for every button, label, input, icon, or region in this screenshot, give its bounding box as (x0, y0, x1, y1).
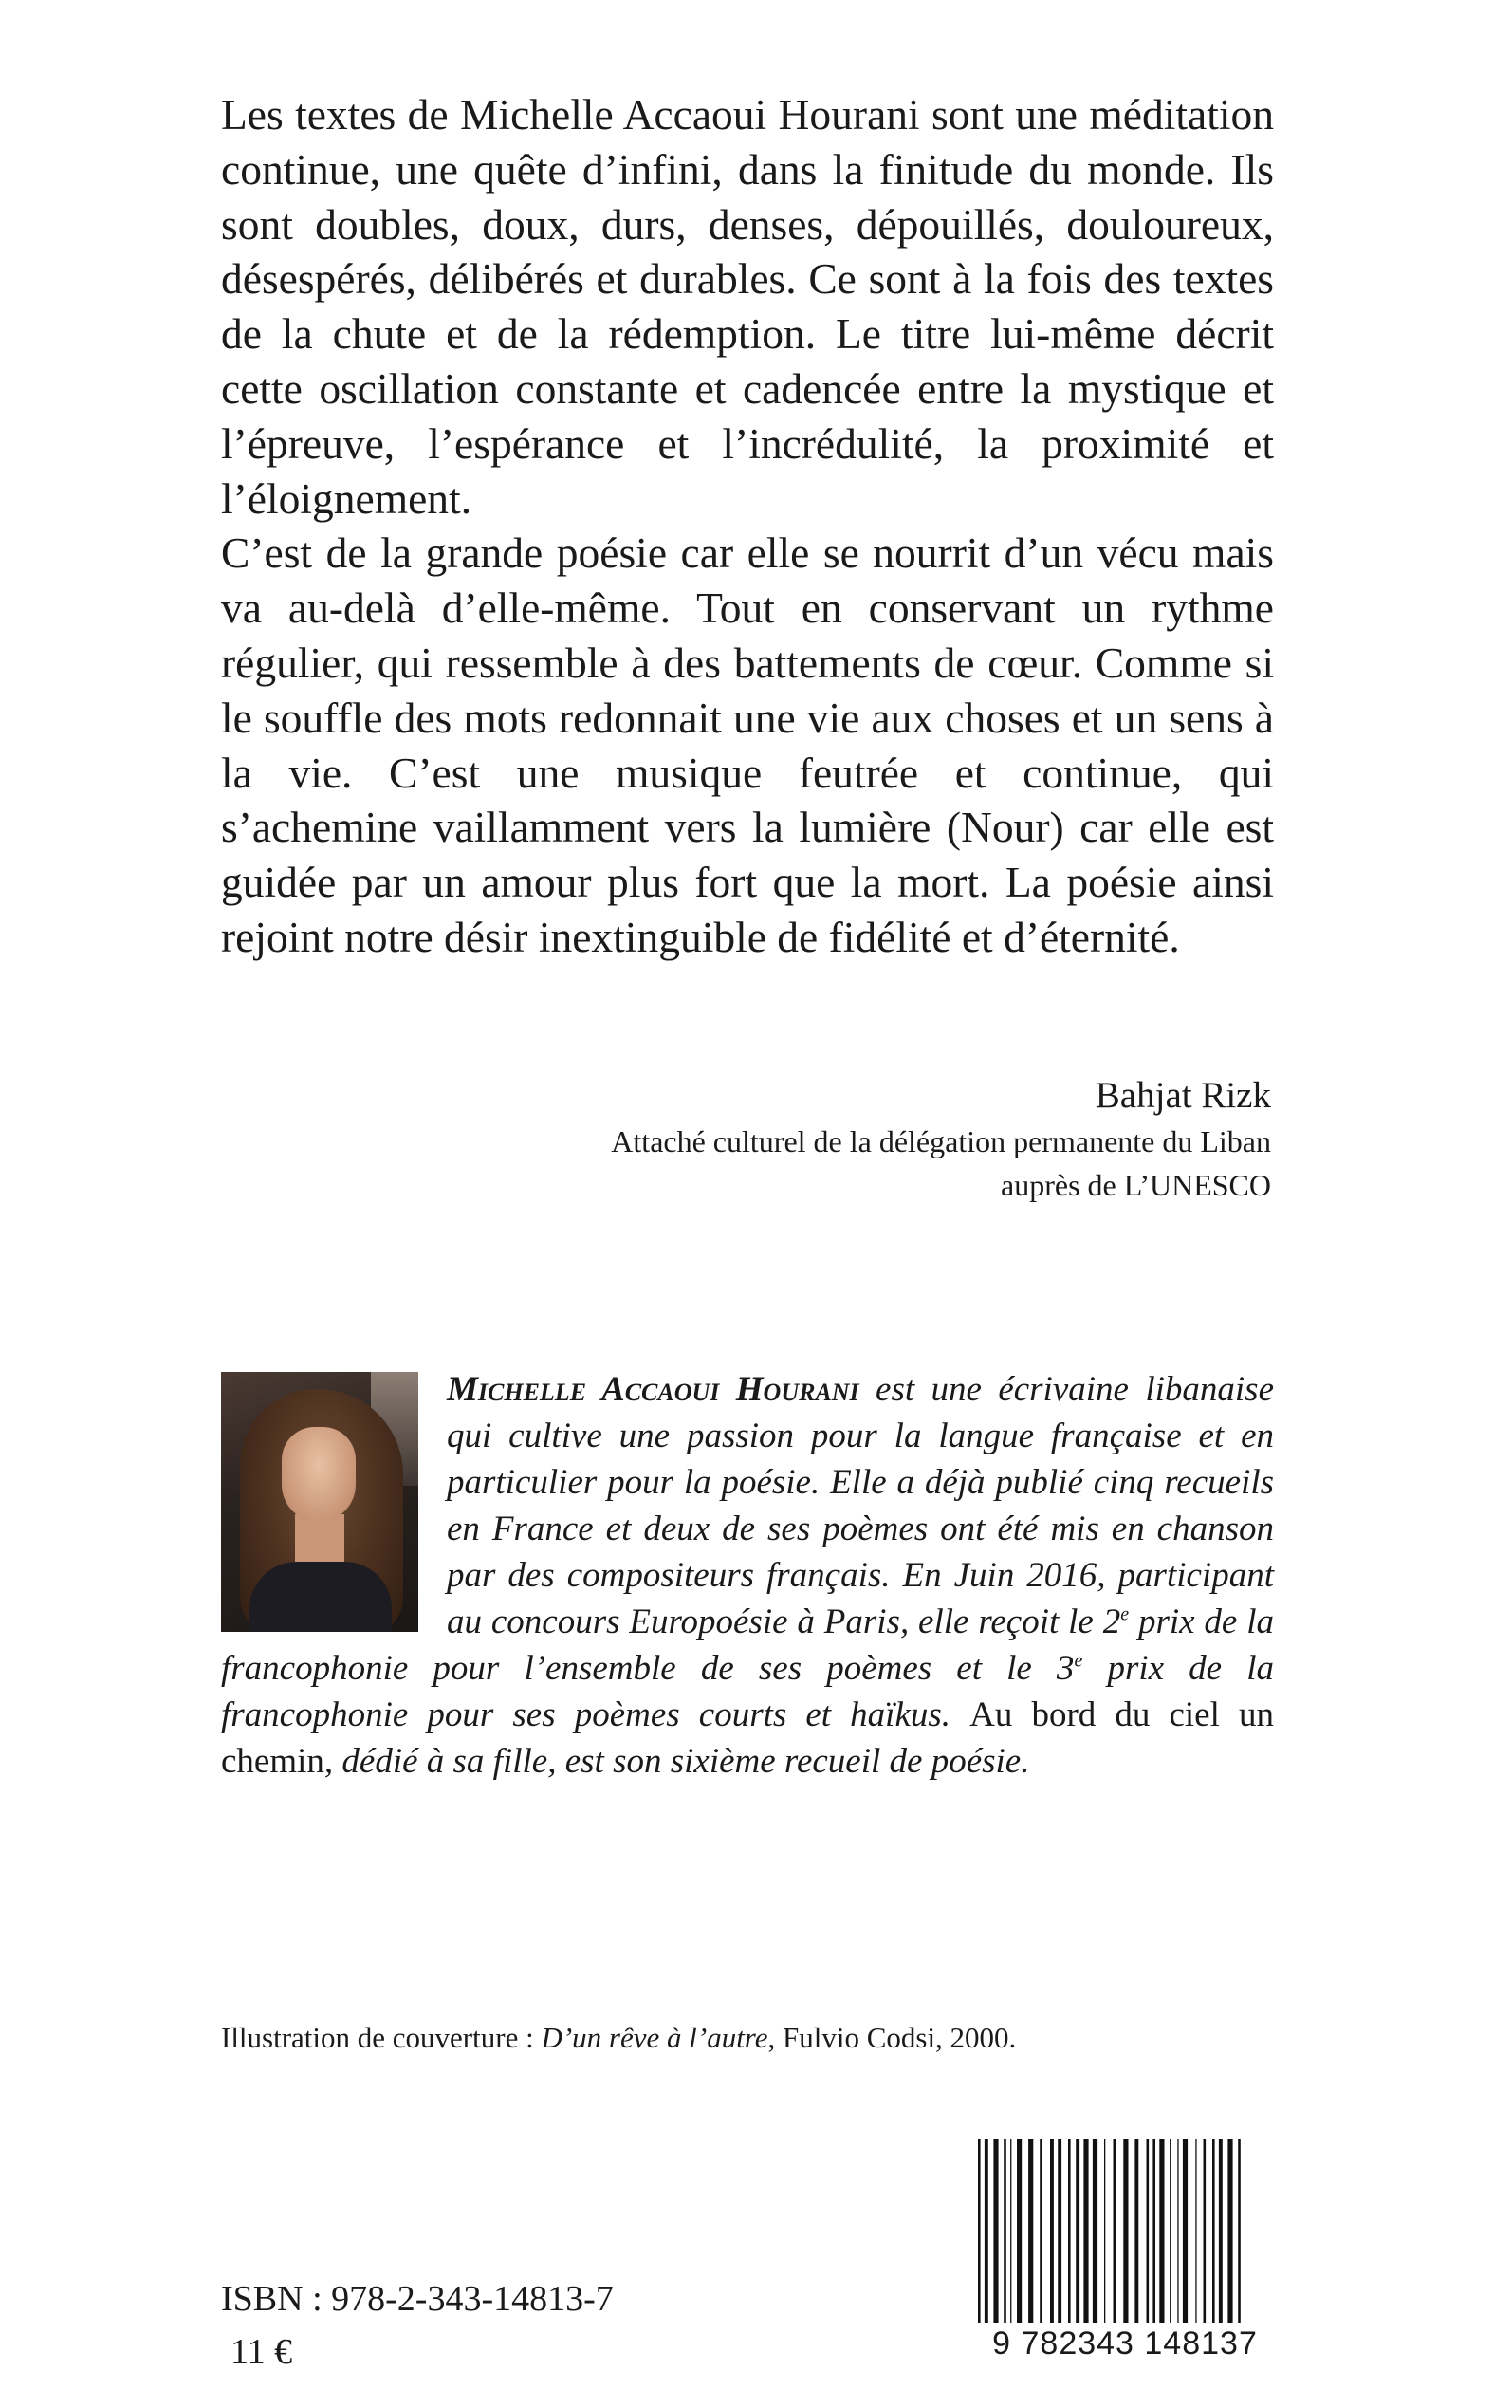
bio-text-1: est une écrivaine libanaise qui cultive une passion pour la langue française et en particulier pour la poésie. Elle a déjà publié cinq recueils en France et deux de ses poèmes ont été mis en chanson par des compositeurs français. En Juin 2016, participant au concours Europoésie à Paris, elle reçoit le 2 (447, 1370, 1274, 1641)
barcode-bar (978, 2139, 981, 2328)
barcode-bar (1219, 2139, 1223, 2328)
barcode-bar (1238, 2139, 1241, 2328)
barcode-bar (1123, 2139, 1128, 2328)
barcode-bar (1083, 2139, 1088, 2328)
barcode-bar (1058, 2139, 1061, 2328)
barcode-number: 9 782343 148137 (974, 2323, 1276, 2364)
bio-sup-1: e (1120, 1603, 1130, 1625)
author-bio (221, 1366, 1274, 1785)
credit-label: Illustration de couverture : (221, 2021, 542, 2054)
barcode-bar (1152, 2139, 1155, 2328)
author-name: Michelle Accaoui Hourani (447, 1370, 859, 1409)
barcode-bar (1068, 2139, 1071, 2328)
barcode-bar (1050, 2139, 1054, 2328)
barcode-bar (1183, 2139, 1188, 2328)
review-paragraph-2: C’est de la grande poésie car elle se nourrit d’un vécu mais va au-delà d’elle-même. Tout en conservant un rythme régulier, qui ressemble à des battements de cœur. Comme si le souffle des mots redonnait une vie aux choses et un sens à la vie. C’est une musique feutrée et continue, qui s’achemine vaillamment vers la lumière (Nour) car elle est guidée par un amour plus fort que la mort. La poésie ainsi rejoint notre désir inextinguible de fidélité et d’éternité. (221, 528, 1274, 961)
barcode-bars-icon (974, 2139, 1276, 2328)
barcode-bar (1134, 2139, 1138, 2328)
credit-work: D’un rêve à l’autre (541, 2021, 768, 2054)
barcode-bar (1114, 2139, 1116, 2328)
cover-credit (221, 2019, 1016, 2057)
barcode-bar (985, 2139, 988, 2328)
barcode-bar (1093, 2139, 1097, 2328)
barcode-bar (1195, 2139, 1196, 2328)
reviewer-role-line-1: Attaché culturel de la délégation permanente du Liban (611, 1124, 1271, 1158)
bio-text-2: prix de la francophonie pour l’ensemble de ses poèmes et le 3 (221, 1602, 1274, 1688)
author-photo (221, 1372, 418, 1632)
barcode-bar (1076, 2139, 1079, 2328)
barcode-bar (1028, 2139, 1033, 2328)
reviewer-role-line-2: auprès de L’UNESCO (1001, 1168, 1271, 1202)
barcode-bar (1147, 2139, 1150, 2328)
book-title: Au bord du ciel un chemin (221, 1695, 1274, 1781)
barcode-bar (1204, 2139, 1207, 2328)
barcode-bar (1004, 2139, 1006, 2328)
bio-text-3: prix de la francophonie pour ses poèmes courts et haïkus. (221, 1649, 1274, 1734)
bio-text-4: , dédié à sa fille, est son sixième recueil de poésie. (323, 1742, 1030, 1781)
review-paragraph-1: Les textes de Michelle Accaoui Hourani sont une méditation continue, une quête d’infini, dans la finitude du monde. Ils sont doubles, doux, durs, denses, dépouillés, douloureux, désespérés, délibérés et durables. Ce sont à la fois des textes de la chute et de la rédemption. Le titre lui-même décrit cette oscillation constante et cadencée entre la mystique et l’épreuve, l’espérance et l’incrédulité, la proximité et l’éloignement. (221, 90, 1274, 523)
credit-rest: , Fulvio Codsi, 2000. (767, 2021, 1017, 2054)
reviewer-name: Bahjat Rizk (1095, 1075, 1271, 1116)
barcode (974, 2139, 1276, 2368)
barcode-bar (1159, 2139, 1164, 2328)
barcode-bar (1104, 2139, 1105, 2328)
barcode-bar (1040, 2139, 1042, 2328)
bio-sup-2: e (1074, 1650, 1083, 1672)
barcode-bar (1177, 2139, 1178, 2328)
isbn: ISBN : 978-2-343-14813-7 (221, 2279, 614, 2319)
back-cover-review (221, 87, 1274, 965)
barcode-bar (1227, 2139, 1232, 2328)
barcode-bar (1017, 2139, 1022, 2328)
reviewer-role (417, 1120, 1271, 1207)
barcode-bar (1170, 2139, 1171, 2328)
barcode-bar (1212, 2139, 1215, 2328)
price: 11 € (230, 2332, 293, 2372)
barcode-bar (993, 2139, 998, 2328)
barcode-bar (1010, 2139, 1011, 2328)
